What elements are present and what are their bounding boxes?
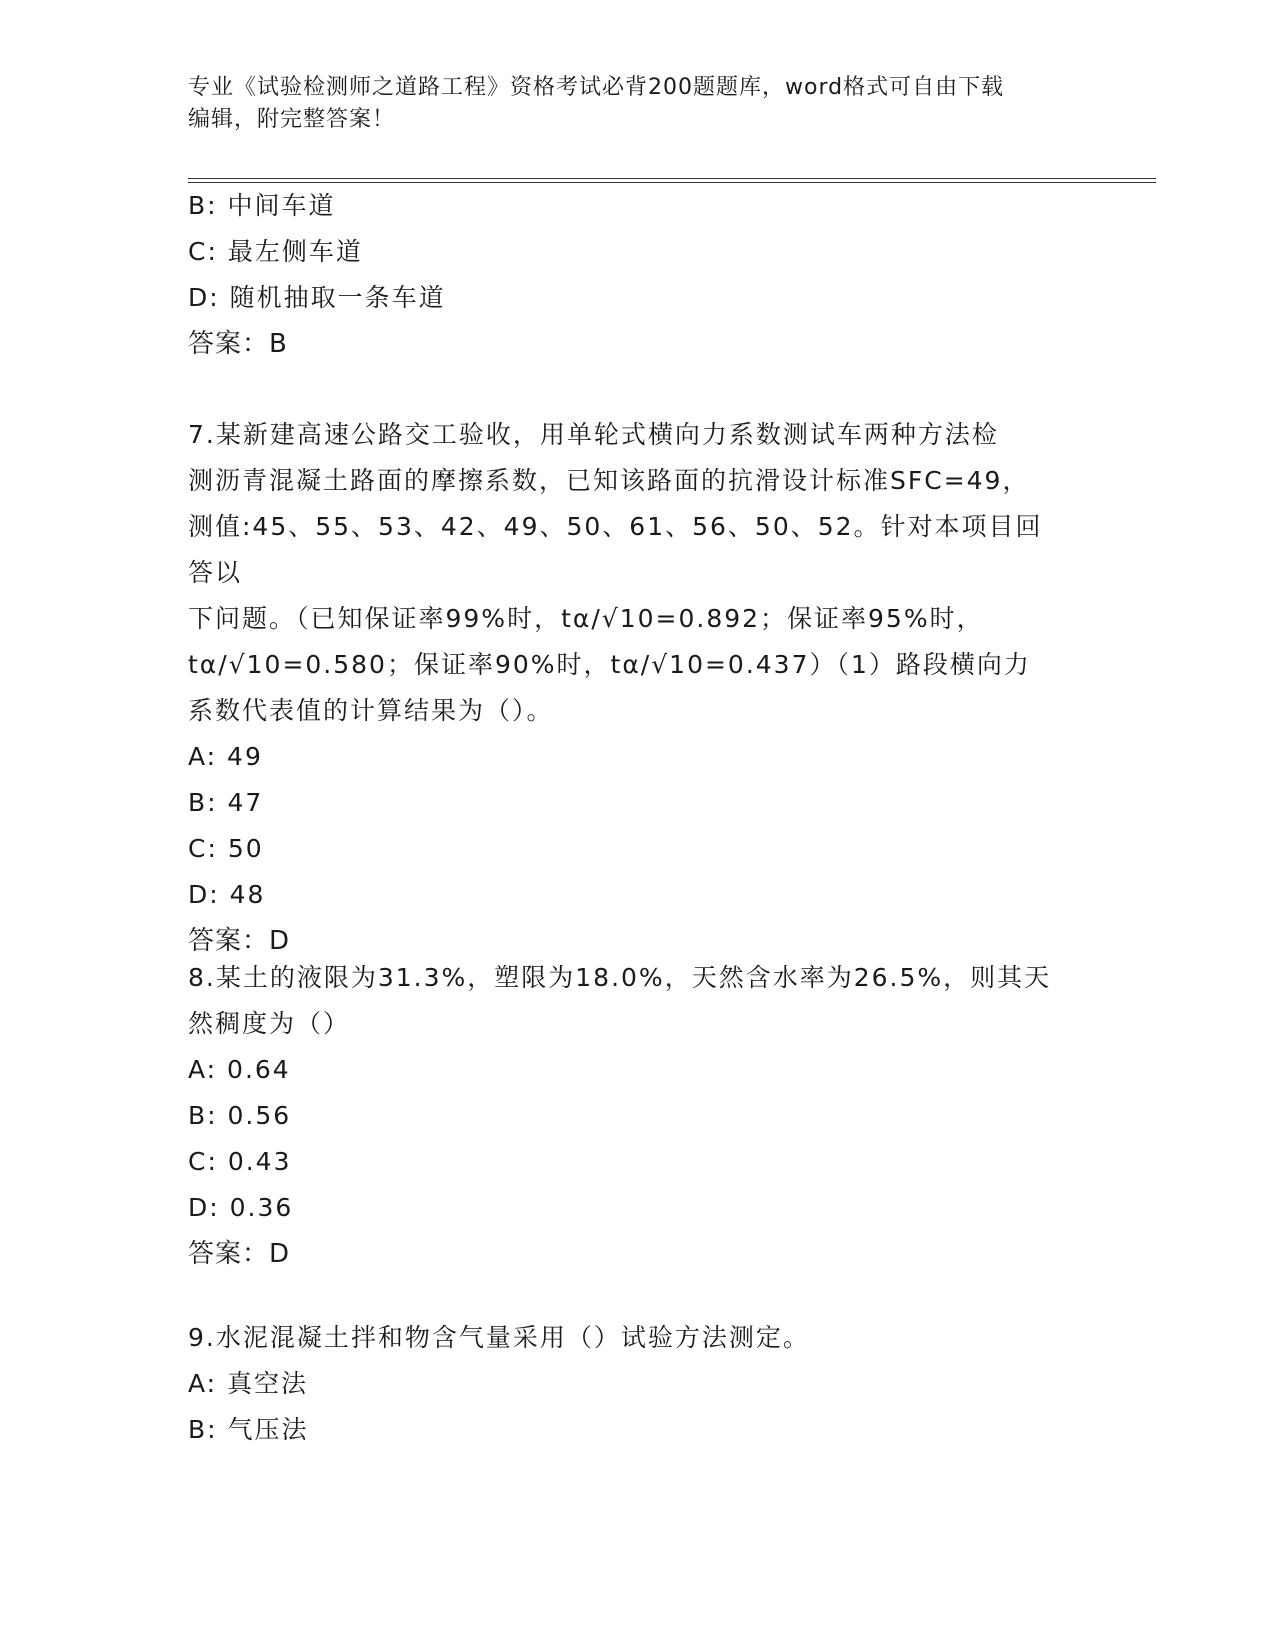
- q7-stem-line-3: 测值:45、55、53、42、49、50、61、56、50、52。针对本项目回答以: [188, 512, 1043, 587]
- q7-option-c: C: 50: [188, 834, 264, 863]
- q8-option-b: B: 0.56: [188, 1101, 292, 1130]
- q7-option-a: A: 49: [188, 742, 263, 771]
- q7-stem-line-4: 下问题。（已知保证率99%时，tα/√10=0.892；保证率95%时，: [188, 604, 984, 633]
- header-line-1: 专业《试验检测师之道路工程》资格考试必背200题题库，word格式可自由下载: [188, 75, 1005, 100]
- q8-option-a: A: 0.64: [188, 1055, 291, 1084]
- question-6-tail: [188, 183, 1068, 367]
- question-9: [188, 1315, 1068, 1453]
- q6-option-d: D: 随机抽取一条车道: [188, 283, 446, 312]
- question-7: [188, 412, 1068, 964]
- q8-stem-line-2: 然稠度为（）: [188, 1009, 351, 1038]
- q6-answer: 答案：B: [188, 329, 288, 359]
- q6-option-b: B: 中间车道: [188, 191, 336, 220]
- q8-option-d: D: 0.36: [188, 1193, 294, 1222]
- q7-stem-line-1: 7.某新建高速公路交工验收，用单轮式横向力系数测试车两种方法检: [188, 420, 999, 449]
- q8-stem-line-1: 8.某土的液限为31.3%，塑限为18.0%，天然含水率为26.5%，则其天: [188, 963, 1052, 992]
- q9-option-a: A: 真空法: [188, 1369, 309, 1398]
- q9-stem-line-1: 9.水泥混凝土拌和物含气量采用（）试验方法测定。: [188, 1323, 810, 1352]
- q7-stem-line-5: tα/√10=0.580；保证率90%时，tα/√10=0.437）（1）路段横向力: [188, 650, 1031, 679]
- q6-option-c: C: 最左侧车道: [188, 237, 363, 266]
- q7-option-d: D: 48: [188, 880, 266, 909]
- q7-answer: 答案：D: [188, 926, 291, 956]
- q7-option-b: B: 47: [188, 788, 264, 817]
- q9-option-b: B: 气压法: [188, 1415, 309, 1444]
- q8-option-c: C: 0.43: [188, 1147, 292, 1176]
- header-line-2: 编辑，附完整答案！: [188, 107, 396, 132]
- q7-stem-line-6: 系数代表值的计算结果为（）。: [188, 696, 554, 725]
- q8-answer: 答案：D: [188, 1239, 291, 1269]
- document-header: [188, 72, 1068, 136]
- q7-stem-line-2: 测沥青混凝土路面的摩擦系数，已知该路面的抗滑设计标准SFC=49，: [188, 466, 1030, 495]
- question-8: [188, 955, 1068, 1277]
